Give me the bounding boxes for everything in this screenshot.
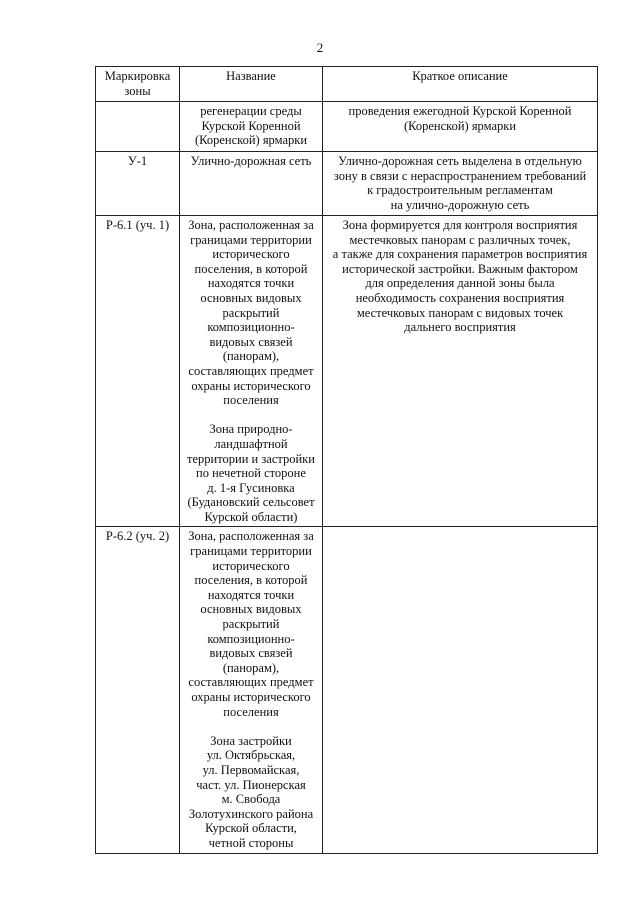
zone-name: регенерации среды Курской Коренной (Коренской) ярмарки [180,102,323,152]
header-description: Краткое описание [323,67,598,102]
table-row [96,216,598,527]
zone-description [323,527,598,853]
zone-code [96,102,180,152]
zone-description: Улично-дорожная сеть выделена в отдельную зону в связи с нераспространением требований к градостроительным регламентам на улично-дорожную сеть [323,152,598,216]
zone-description: проведения ежегодной Курской Коренной (Коренской) ярмарки [323,102,598,152]
zones-table [95,66,598,854]
zone-name-part: Зона, расположенная за границами территории исторического поселения, в которой находятся точки основных видовых раскрытий композиционно- видовых связей (панорам), составляющих предмет охраны исторического поселения [188,529,314,719]
header-marking: Маркировка зоны [96,67,180,102]
zone-name [180,527,323,853]
zone-code: У-1 [96,152,180,216]
zone-name-part: Зона застройки ул. Октябрьская, ул. Первомайская, част. ул. Пионерская м. Свобода Золотухинского района Курской области, четной стороны [188,733,314,850]
page-number: 2 [316,40,324,55]
zone-name [180,216,323,527]
header-name: Название [180,67,323,102]
zone-code: Р-6.2 (уч. 2) [96,527,180,853]
zone-name: Улично-дорожная сеть [180,152,323,216]
table-row [96,152,598,216]
zone-description: Зона формируется для контроля восприятия местечковых панорам с различных точек, а также для сохранения параметров восприятия исторической застройки. Важным фактором для определения данной зоны была необходимость сохранения восприятия местечковых панорам с видовых точек дальнего восприятия [323,216,598,527]
zone-code: Р-6.1 (уч. 1) [96,216,180,527]
table-row [96,102,598,152]
table-row [96,527,598,853]
table-header-row [96,67,598,102]
zone-name-part: Зона природно- ландшафтной территории и застройки по нечетной стороне д. 1-я Гусиновка (Будановский сельсовет Курской области) [187,422,315,524]
zone-name-part: Зона, расположенная за границами территории исторического поселения, в которой находятся точки основных видовых раскрытий композиционно- видовых связей (панорам), составляющих предмет охраны исторического поселения [188,218,314,408]
